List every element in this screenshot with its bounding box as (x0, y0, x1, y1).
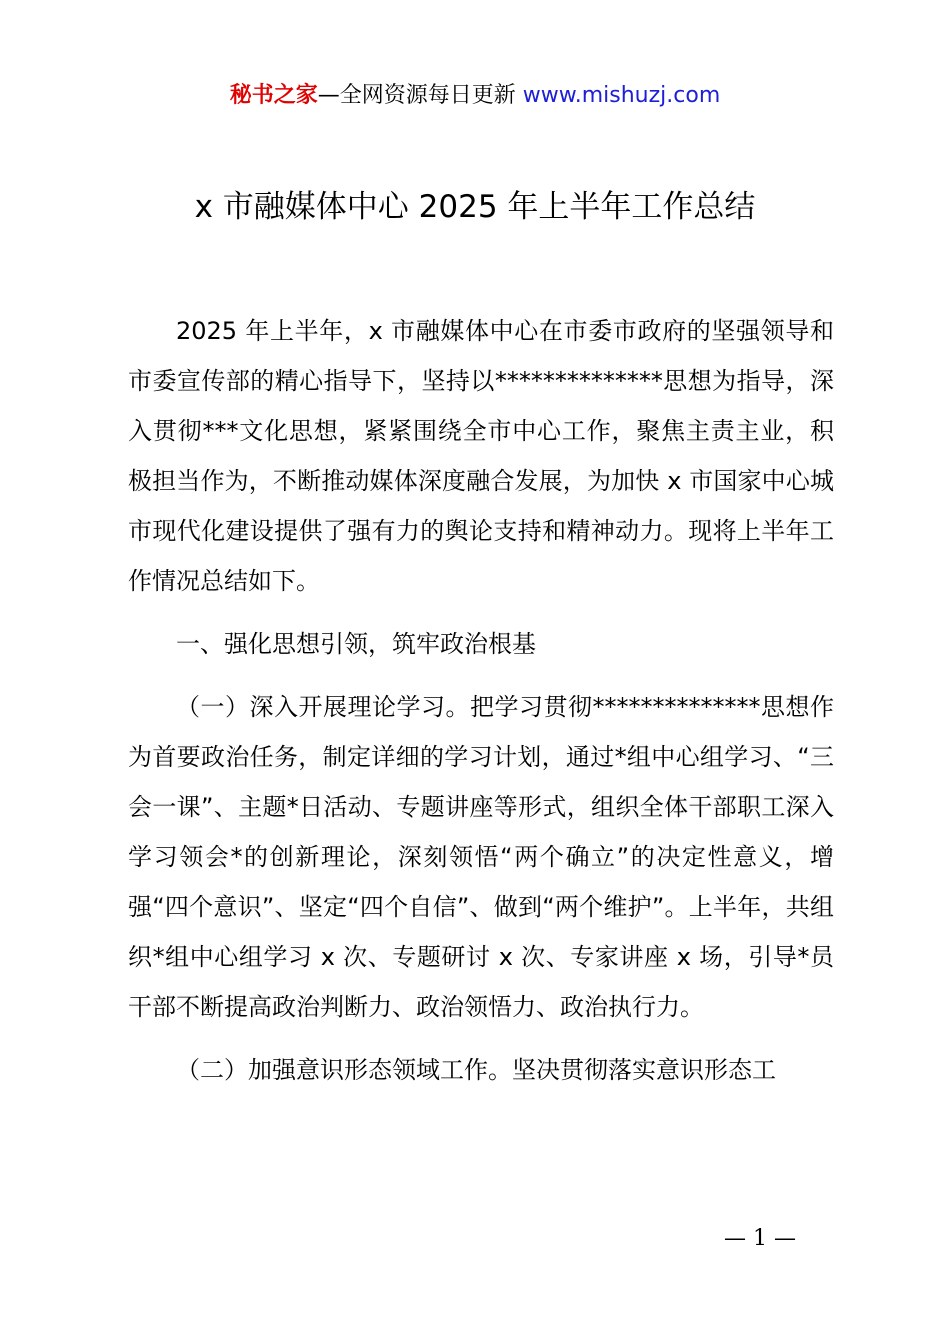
section-heading: 一、强化思想引领，筑牢政治根基 (176, 630, 536, 658)
subsection-paragraph: （二）加强意识形态领域工作。坚决贯彻落实意识形态工 (176, 1056, 776, 1084)
site-banner (0, 80, 950, 112)
intro-paragraph: 2025 年上半年，x 市融媒体中心在市委市政府的坚强领导和市委宣传部的精心指导下，坚持以**************思想为指导，深入贯彻***文化思想，紧紧围绕全市中心工作，聚焦主责主业，积极担当作为，不断推动媒体深度融合发展，为加快 x 市国家中心城市现代化建设提供了强有力的舆论支持和精神动力。现将上半年工作情况总结如下。 (128, 317, 834, 595)
site-url-link[interactable]: www.mishuzj.com (522, 83, 721, 108)
subsection-paragraph: （一）深入开展理论学习。把学习贯彻**************思想作为首要政治任务，制定详细的学习计划，通过*组中心组学习、“三会一课”、主题*日活动、专题讲座等形式，组织全体干部职工深入学习领会*的创新理论，深刻领悟“两个确立”的决定性意义，增强“四个意识”、坚定“四个自信”、做到“两个维护”。上半年，共组织*组中心组学习 x 次、专题研讨 x 次、专家讲座 x 场，引导*员干部不断提高政治判断力、政治领悟力、政治执行力。 (128, 693, 834, 1021)
document-body (128, 306, 834, 1108)
page-number: — 1 — (724, 1226, 796, 1251)
document-title: x 市融媒体中心 2025 年上半年工作总结 (194, 189, 756, 225)
banner-slogan: —全网资源每日更新 (317, 83, 523, 108)
brand-name: 秘书之家 (229, 83, 318, 108)
